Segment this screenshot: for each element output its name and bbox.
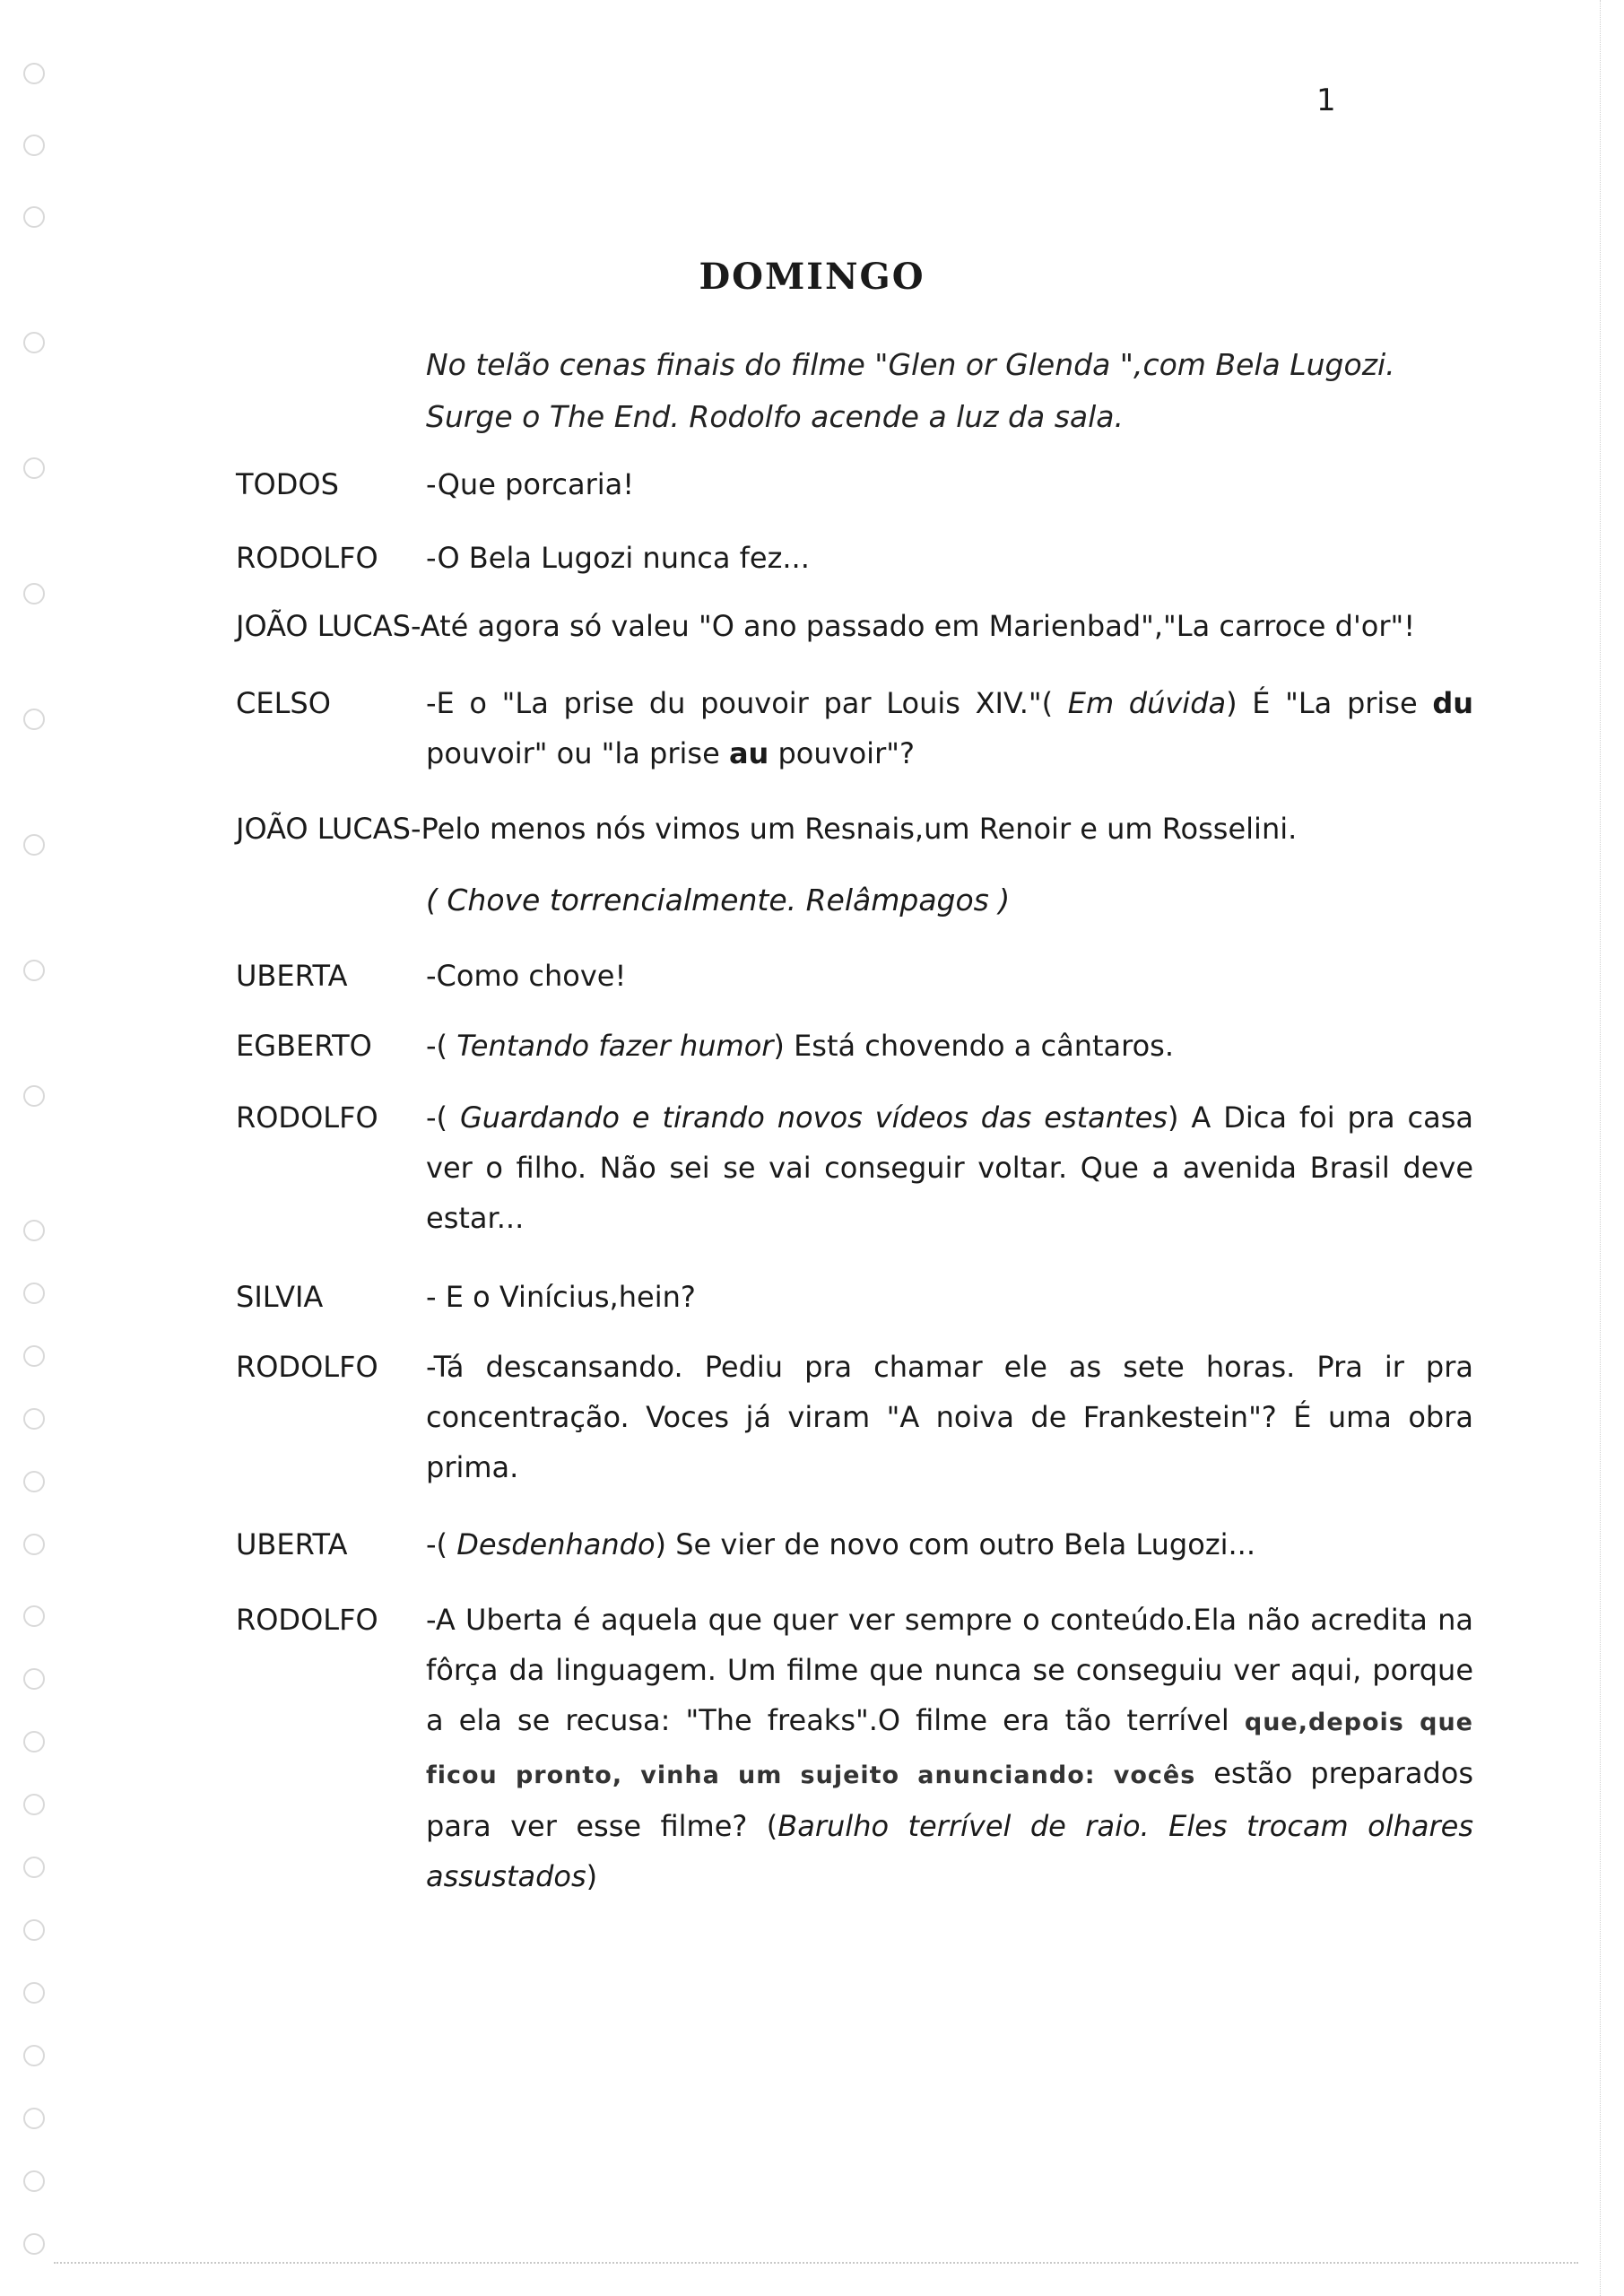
page-number: 1 (1316, 83, 1336, 118)
speaker-name: RODOLFO (236, 1100, 378, 1135)
speech-text: -( Desdenhando) Se vier de novo com outro Bela Lugozi... (426, 1527, 1256, 1561)
speech-text: - E o Vinícius,hein? (426, 1280, 696, 1314)
speech-text: -E o "La prise du pouvoir par Louis XIV."( Em dúvida) É "La prise du pouvoir" ou "la prise au pouvoir"? (426, 686, 1473, 770)
speech-text: JOÃO LUCAS-Até agora só valeu "O ano passado em Marienbad","La carroce d'or"! (236, 609, 1416, 643)
page-title: DOMINGO (699, 256, 925, 298)
speaker-name: UBERTA (236, 1527, 348, 1561)
page-edge-bottom (54, 2262, 1578, 2264)
speaker-name: RODOLFO (236, 1350, 378, 1384)
speaker-name: UBERTA (236, 959, 348, 993)
speech-text: -Que porcaria! (426, 467, 635, 501)
inline-stage-direction: Desdenhando (456, 1527, 656, 1561)
speech-text: -Como chove! (426, 959, 627, 993)
speech-text: -( Guardando e tirando novos vídeos das estantes) A Dica foi pra casa ver o filho. Não sei se vai conseguir voltar. Que a avenida Brasil deve estar... (426, 1100, 1474, 1235)
binder-holes (23, 63, 59, 2269)
speech-text: JOÃO LUCAS-Pelo menos nós vimos um Resnais,um Renoir e um Rosselini. (236, 812, 1298, 846)
speaker-name: RODOLFO (236, 1603, 378, 1637)
smudged-text: que,depois que ficou pronto, vinha um sujeito anunciando: vocês (426, 1709, 1473, 1789)
stage-direction-rain: ( Chove torrencialmente. Relâmpagos ) (426, 883, 1011, 918)
speech-text: -O Bela Lugozi nunca fez... (426, 541, 810, 575)
speaker-name: SILVIA (236, 1280, 324, 1314)
page-edge-right (1600, 0, 1601, 2296)
inline-stage-direction: Barulho terrível de raio. Eles trocam olhares assustados (426, 1809, 1474, 1893)
speech-text: -Tá descansando. Pediu pra chamar ele as sete horas. Pra ir pra concentração. Voces já viram "A noiva de Frankestein"? É uma obra prima. (426, 1350, 1473, 1484)
speaker-name: TODOS (236, 467, 339, 501)
speech-text: -( Tentando fazer humor) Está chovendo a cântaros. (426, 1029, 1175, 1063)
speaker-name: RODOLFO (236, 541, 378, 575)
speaker-name: CELSO (236, 686, 331, 720)
inline-stage-direction: Em dúvida (1067, 686, 1227, 720)
stage-direction-opening: No telão cenas finais do filme "Glen or Glenda ",com Bela Lugozi. Surge o The End. Rodolfo acende a luz da sala. (426, 347, 1395, 434)
inline-stage-direction: Tentando fazer humor (456, 1029, 774, 1063)
speech-text: -A Uberta é aquela que quer ver sempre o conteúdo.Ela não acredita na fôrça da linguagem. Um filme que nunca se conseguiu ver aqui, porque a ela se recusa: "The freaks".O filme era tão terrível que,depois que ficou pronto, vinha um sujeito anunciando: vocês estão preparados para ver esse filme? (Barulho terrível de raio. Eles trocam olhares assustados) (426, 1603, 1474, 1893)
inline-stage-direction: Guardando e tirando novos vídeos das estantes (459, 1100, 1168, 1135)
speaker-name: EGBERTO (236, 1029, 372, 1063)
